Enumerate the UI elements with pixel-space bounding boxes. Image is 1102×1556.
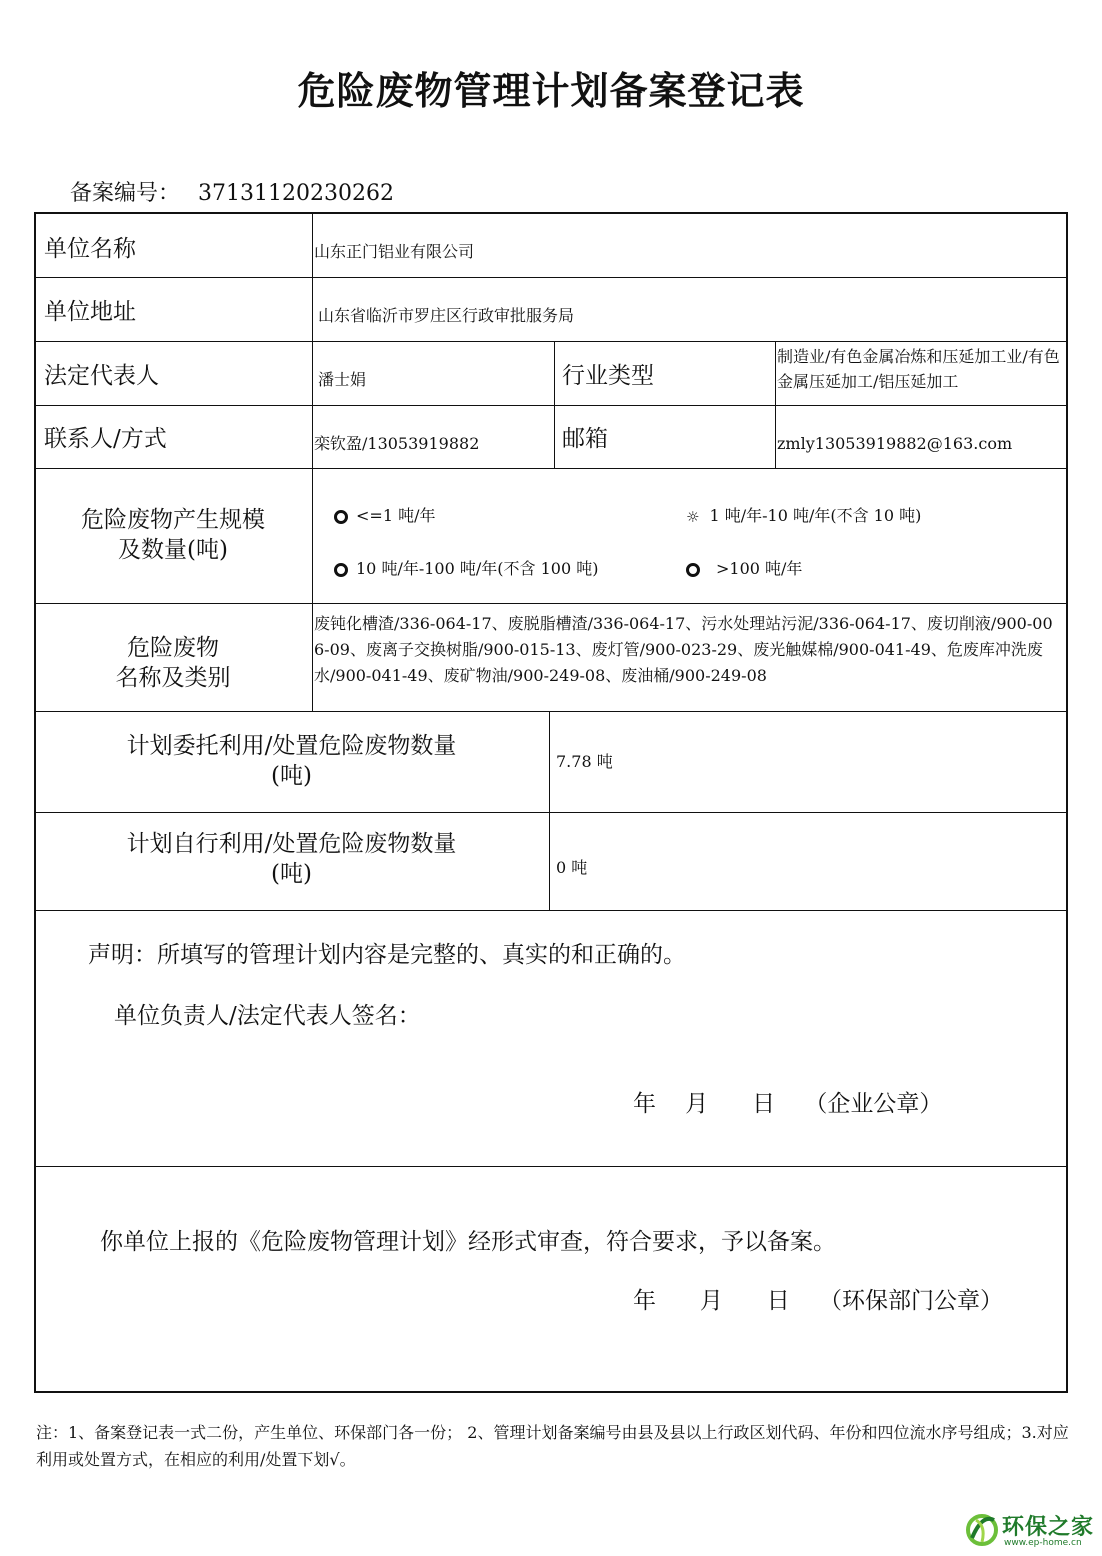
waste-scale-label-line2: 及数量(吨) (118, 537, 228, 563)
entrusted-label (34, 731, 549, 791)
self-use-value: 0 吨 (556, 858, 588, 877)
contact-label: 联系人/方式 (44, 426, 167, 452)
waste-scale-label-line1: 危险废物产生规模 (81, 507, 265, 533)
watermark-url: www.ep-home.cn (1004, 1538, 1082, 1548)
unit-name-label: 单位名称 (44, 236, 136, 262)
signature-label: 单位负责人/法定代表人签名： (114, 1003, 421, 1029)
column-divider (549, 711, 550, 910)
row-divider (34, 468, 1068, 469)
scale-option-2-label: 1 吨/年-10 吨/年(不含 10 吨) (709, 506, 922, 525)
row-divider (34, 341, 1068, 342)
self-use-label-line2: (吨) (271, 861, 312, 887)
radio-icon (334, 563, 348, 577)
legal-rep-value: 潘士娟 (318, 370, 367, 389)
watermark-brand: 环保之家 (1002, 1515, 1095, 1540)
footnote: 注：1、备案登记表一式二份，产生单位、环保部门各一份； 2、管理计划备案编号由县及县以上行政区划代码、年份和四位流水序号组成；3.对应利用或处置方式，在相应的利用/处置下划√。 (36, 1423, 1069, 1469)
record-number-value: 37131120230262 (198, 181, 394, 206)
radio-icon (334, 510, 348, 524)
row-divider (34, 711, 1068, 712)
row-divider (34, 812, 1068, 813)
unit-name-value: 山东正门铝业有限公司 (314, 242, 475, 261)
row-divider (34, 603, 1068, 604)
entrusted-label-line1: 计划委托利用/处置危险废物数量 (126, 733, 457, 759)
entrusted-value: 7.78 吨 (556, 752, 613, 771)
row-divider (34, 277, 1068, 278)
waste-names-value: 废钝化槽渣/336-064-17、废脱脂槽渣/336-064-17、污水处理站污泥/336-064-17、废切削液/900-006-09、废离子交换树脂/900-015-13、废灯管/900-023-29、废光触媒棉/900-041-49、危废库冲洗废水/900-041-49、废矿物油/900-249-08、废油桶/900-249-08 (314, 614, 1053, 685)
unit-address-label: 单位地址 (44, 299, 136, 325)
scale-option-1[interactable] (334, 505, 435, 527)
agency-date-line: 年 月 日 （环保部门公章） (633, 1288, 1003, 1314)
column-divider (775, 341, 776, 468)
record-number-label: 备案编号： (70, 181, 181, 206)
waste-names-label-line2: 名称及类别 (115, 665, 231, 691)
waste-scale-label (34, 505, 312, 565)
contact-value: 栾钦盈/13053919882 (314, 434, 480, 453)
document-title: 危险废物管理计划备案登记表 (297, 69, 805, 113)
waste-names-label (34, 633, 312, 693)
email-value: zmly13053919882@163.com (777, 434, 1013, 453)
unit-address-value: 山东省临沂市罗庄区行政审批服务局 (318, 306, 575, 325)
column-divider (554, 341, 555, 468)
sun-radio-icon: ☼ (686, 507, 700, 526)
scale-option-3[interactable] (334, 558, 598, 580)
scale-option-4-label: >100 吨/年 (716, 559, 803, 578)
row-divider (34, 910, 1068, 911)
scale-option-4[interactable] (686, 558, 802, 580)
self-use-label-line1: 计划自行利用/处置危险废物数量 (126, 831, 457, 857)
declaration-statement: 声明：所填写的管理计划内容是完整的、真实的和正确的。 (88, 942, 686, 968)
legal-rep-label: 法定代表人 (44, 363, 159, 389)
approval-text: 你单位上报的《危险废物管理计划》经形式审查，符合要求，予以备案。 (100, 1229, 836, 1255)
scale-option-2[interactable] (686, 505, 921, 528)
email-label: 邮箱 (562, 426, 608, 452)
column-divider (312, 212, 313, 711)
industry-label: 行业类型 (562, 363, 654, 389)
self-use-label (34, 829, 549, 889)
industry-value: 制造业/有色金属冶炼和压延加工业/有色金属压延加工/铝压延加工 (777, 347, 1060, 391)
entrusted-label-line2: (吨) (271, 763, 312, 789)
scale-option-3-label: 10 吨/年-100 吨/年(不含 100 吨) (356, 559, 599, 578)
scale-option-1-label: <=1 吨/年 (356, 506, 436, 525)
waste-names-label-line1: 危险废物 (127, 635, 219, 661)
row-divider (34, 1166, 1068, 1167)
enterprise-date-line: 年 月 日 （企业公章） (633, 1091, 943, 1117)
radio-icon (686, 563, 700, 577)
row-divider (34, 405, 1068, 406)
record-number-line (70, 176, 394, 207)
